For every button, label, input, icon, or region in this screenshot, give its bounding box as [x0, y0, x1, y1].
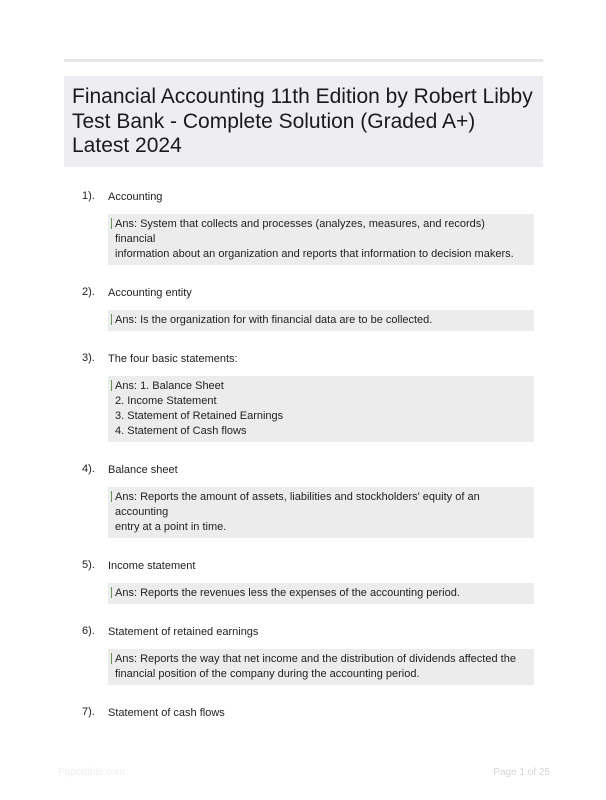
question-text: Accounting entity: [108, 287, 192, 299]
question-number: 5).: [82, 559, 95, 571]
question-text: Statement of cash flows: [108, 707, 225, 719]
question-item: [0, 461, 606, 538]
question-text: Accounting: [108, 191, 163, 203]
document-title: Financial Accounting 11th Edition by Robert Libby Test Bank - Complete Solution (Graded A+) Latest 2024: [72, 85, 533, 157]
question-number: 3).: [82, 352, 95, 364]
answer-box: [108, 649, 534, 685]
answer-box: [108, 583, 534, 604]
answer-line: Ans: 1. Balance Sheet: [115, 380, 224, 392]
title-banner: [64, 76, 543, 167]
question-number: 2).: [82, 286, 95, 298]
answer-line: Ans: System that collects and processes (analyzes, measures, and records) financial: [115, 218, 485, 245]
question-item: [0, 704, 606, 724]
question-item: [0, 188, 606, 265]
question-item: [0, 350, 606, 442]
answer-line: Ans: Is the organization for with financial data are to be collected.: [115, 314, 433, 326]
page-number: Page 1 of 25: [493, 767, 550, 778]
answer-box: [108, 310, 534, 331]
question-number: 1).: [82, 190, 95, 202]
question-text: The four basic statements:: [108, 353, 238, 365]
answer-line: information about an organization and reports that information to decision makers.: [115, 248, 514, 260]
answer-line: 2. Income Statement: [115, 395, 217, 407]
answer-line: 4. Statement of Cash flows: [115, 425, 247, 437]
top-divider: [64, 59, 543, 62]
question-number: 6).: [82, 625, 95, 637]
question-item: [0, 284, 606, 331]
question-number: 7).: [82, 706, 95, 718]
question-text: Statement of retained earnings: [108, 626, 259, 638]
question-text: Balance sheet: [108, 464, 178, 476]
answer-line: Ans: Reports the revenues less the expenses of the accounting period.: [115, 587, 460, 599]
answer-box: [108, 376, 534, 442]
question-item: [0, 557, 606, 604]
question-list: [0, 188, 606, 743]
answer-line: Ans: Reports the amount of assets, liabilities and stockholders' equity of an accounting: [115, 491, 480, 518]
answer-line: 3. Statement of Retained Earnings: [115, 410, 284, 422]
answer-line: Ans: Reports the way that net income and the distribution of dividends affected the: [115, 653, 516, 665]
question-number: 4).: [82, 463, 95, 475]
answer-box: [108, 214, 534, 265]
footer-watermark: Papertible.com: [58, 767, 125, 778]
answer-line: entry at a point in time.: [115, 521, 227, 533]
answer-line: financial position of the company during the accounting period.: [115, 668, 420, 680]
answer-box: [108, 487, 534, 538]
question-text: Income statement: [108, 560, 196, 572]
question-item: [0, 623, 606, 685]
